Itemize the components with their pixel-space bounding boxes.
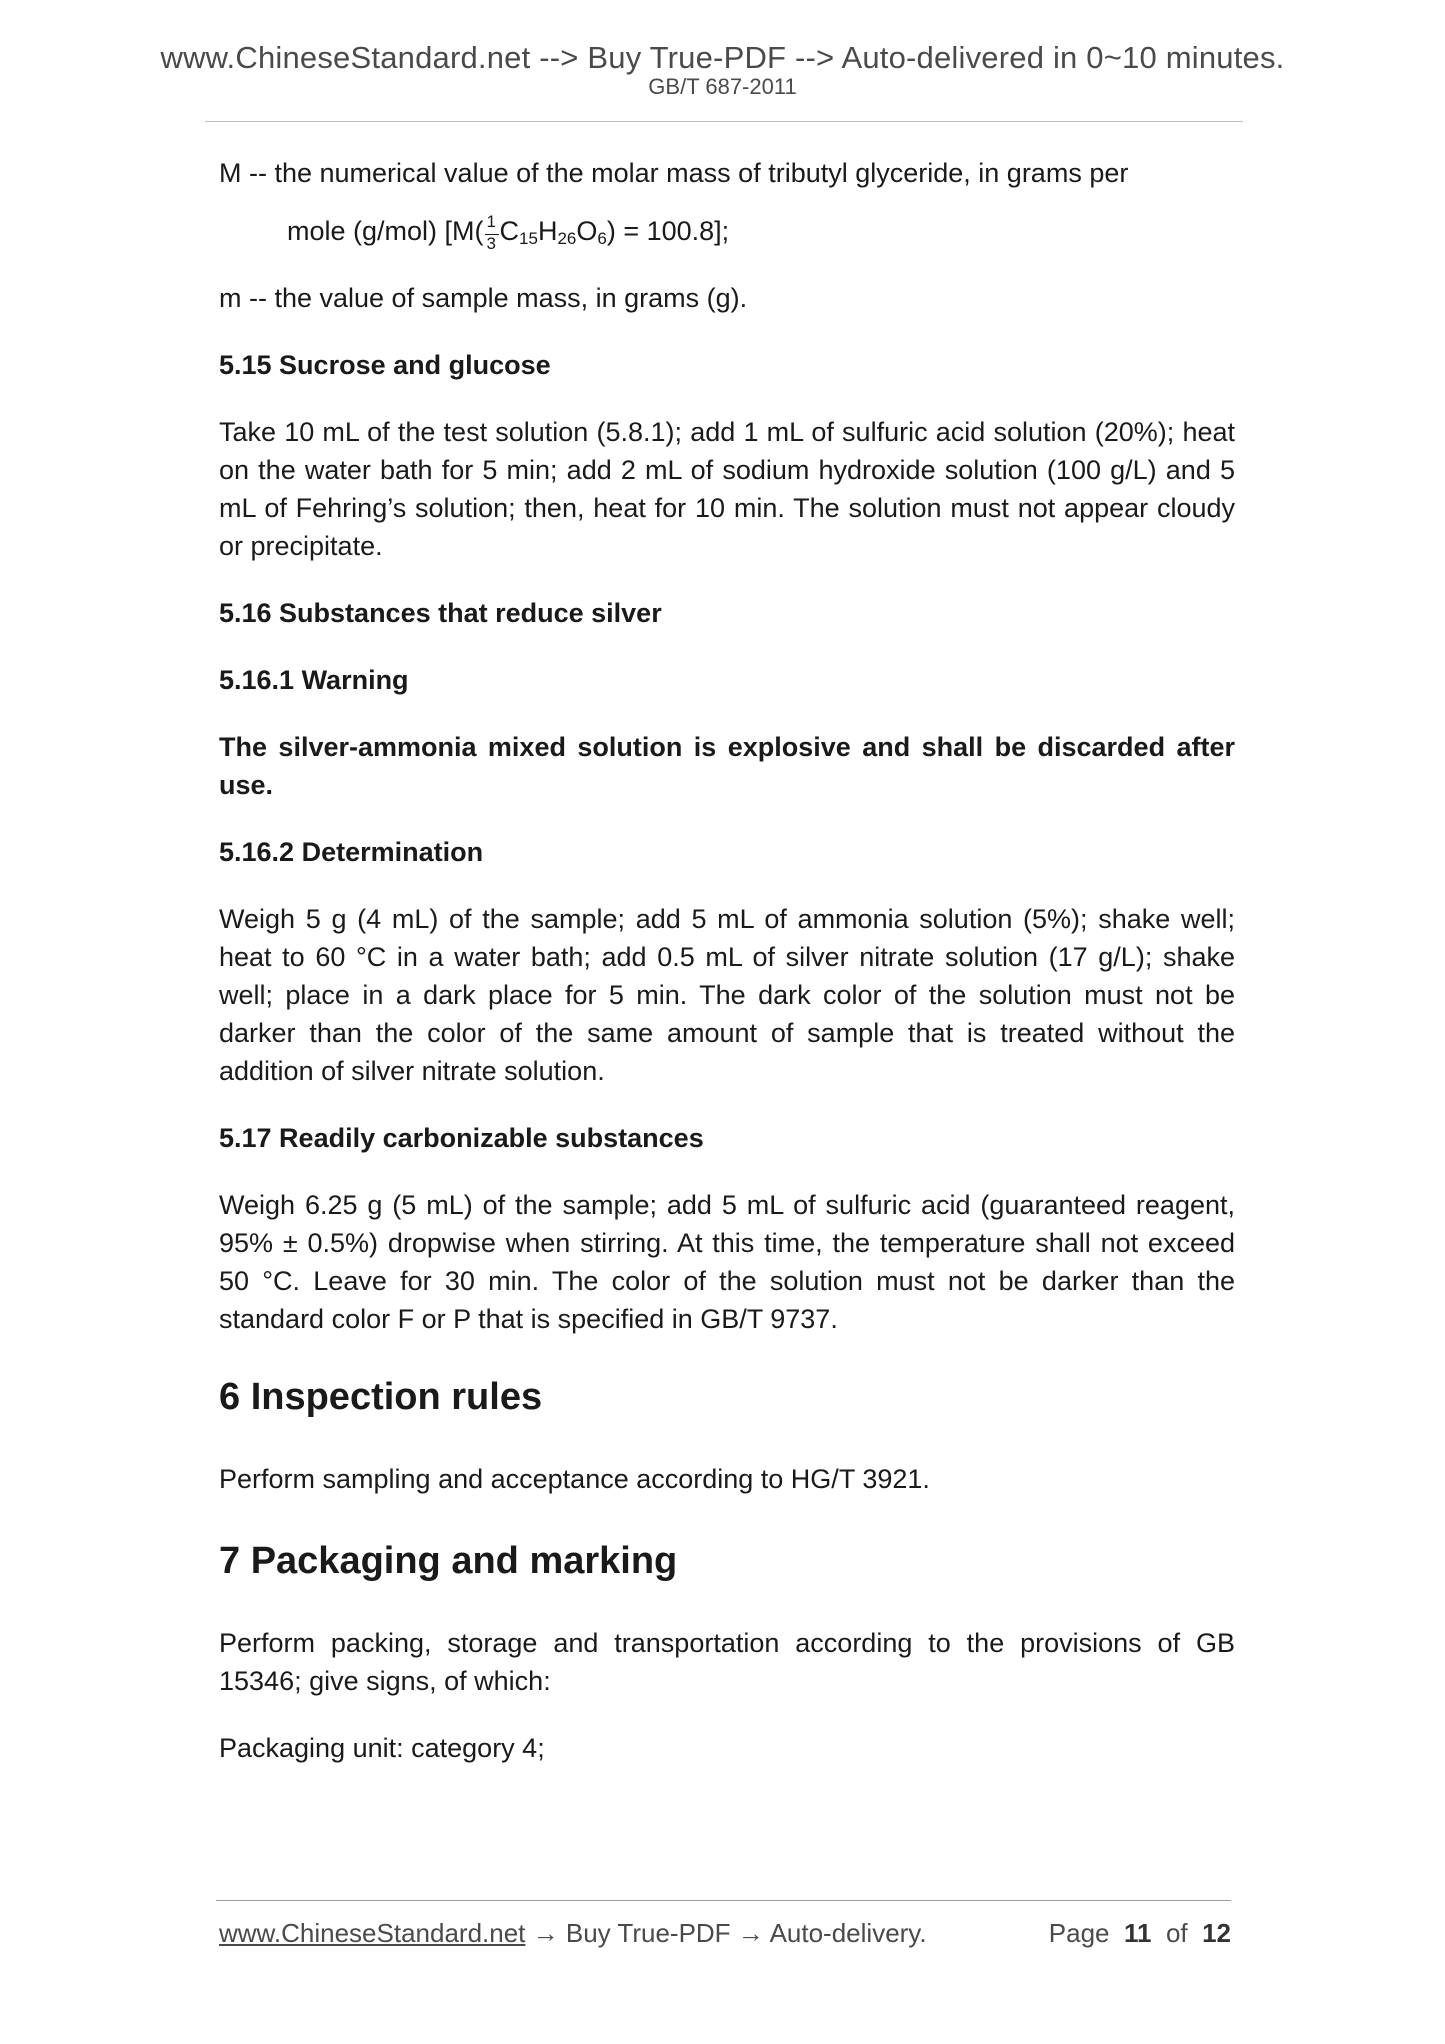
header-banner: www.ChineseStandard.net --> Buy True-PDF --> Auto-delivered in 0~10 minutes.: [160, 40, 1285, 75]
page-number: Page 11 of 12: [1048, 1918, 1231, 1948]
section-5-16-2-text: Weigh 5 g (4 mL) of the sample; add 5 mL of ammonia solution (5%); shake well; heat to 60 °C in a water bath; add 0.5 mL of silver nitrate solution (17 g/L); shake well; place in a dark place for 5 min. The dark color of the solution must not be darker than the color of the same amount of sample that is treated without the addition of silver nitrate solution.: [219, 904, 1235, 1086]
one-third-fraction: $\frac{1}{3}$: [485, 219, 499, 249]
document-code: GB/T 687-2011: [648, 74, 797, 99]
molar-mass-definition: M -- the numerical value of the molar mass of tributyl glyceride, in grams per: [219, 158, 1129, 188]
section-5-17-text: Weigh 6.25 g (5 mL) of the sample; add 5 mL of sulfuric acid (guaranteed reagent, 95% ± 0.5%) dropwise when stirring. At this time, the temperature shall not exceed 50 °C. Leave for 30 min. The color of the solution must not be darker than the standard color F or P that is specified in GB/T 9737.: [219, 1190, 1235, 1334]
header-divider: [205, 121, 1243, 122]
section-5-16-1-title: 5.16.1 Warning: [219, 665, 409, 695]
section-5-17-title: 5.17 Readily carbonizable substances: [219, 1123, 704, 1153]
section-6-text: Perform sampling and acceptance according to HG/T 3921.: [219, 1464, 930, 1494]
section-5-16-title: 5.16 Substances that reduce silver: [219, 598, 662, 628]
sample-mass-definition: m -- the value of sample mass, in grams (g).: [219, 283, 748, 313]
section-7-title: 7 Packaging and marking: [219, 1540, 678, 1582]
section-5-15-title: 5.15 Sucrose and glucose: [219, 350, 551, 380]
packaging-unit: Packaging unit: category 4;: [219, 1733, 545, 1763]
section-7-text: Perform packing, storage and transportation according to the provisions of GB 15346; give signs, of which:: [219, 1628, 1235, 1696]
footer-tagline: → Buy True-PDF → Auto-delivery.: [525, 1918, 927, 1948]
footer-divider: [216, 1900, 1231, 1901]
warning-text: The silver-ammonia mixed solution is explosive and shall be discarded after use.: [219, 732, 1235, 800]
footer-site-link[interactable]: www.ChineseStandard.net: [219, 1918, 526, 1948]
page-content: [219, 155, 1235, 1767]
section-5-16-2-title: 5.16.2 Determination: [219, 837, 484, 867]
section-5-15-text: Take 10 mL of the test solution (5.8.1); add 1 mL of sulfuric acid solution (20%); heat on the water bath for 5 min; add 2 mL of sodium hydroxide solution (100 g/L) and 5 mL of Fehring’s solution; then, heat for 10 min. The solution must not appear cloudy or precipitate.: [219, 417, 1235, 561]
section-6-title: 6 Inspection rules: [219, 1376, 543, 1418]
molar-mass-formula: mole (g/mol) [M( $\frac{1}{3}$ $C_{15}H_{26}O_6) = 100.8$];: [287, 212, 730, 253]
